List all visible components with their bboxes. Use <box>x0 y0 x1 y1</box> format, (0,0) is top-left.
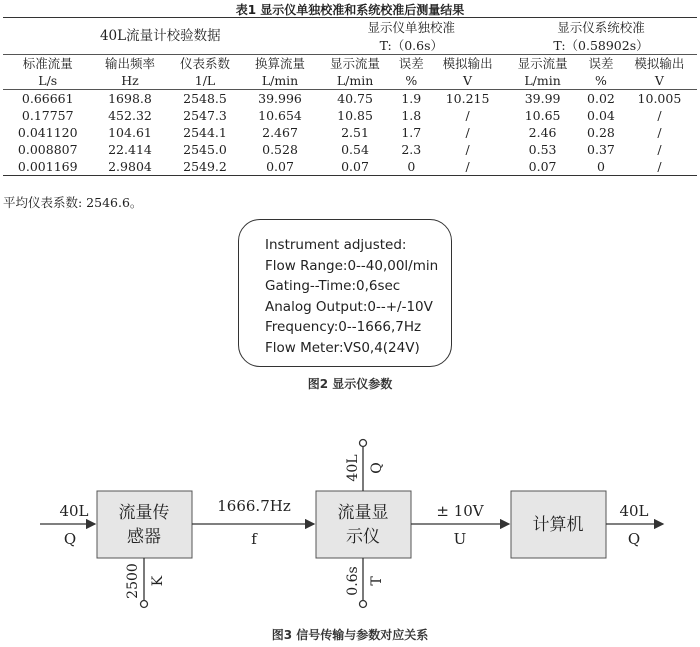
display-top-param-symbol: Q <box>369 462 385 474</box>
output-label-bottom: Q <box>627 530 641 548</box>
display-top-param-value: 40L <box>345 454 361 482</box>
table-cell: 0 <box>393 158 431 176</box>
table-cell: 39.996 <box>243 90 318 108</box>
table-cell: 2547.3 <box>183 108 227 123</box>
display-params-box <box>238 219 452 367</box>
table-cell: / <box>657 142 662 157</box>
column-header-row <box>3 55 697 73</box>
volt-label-top: ± 10V <box>436 502 484 520</box>
param-line: Analog Output:0--+/-10V <box>265 298 433 315</box>
param-line: Gating--Time:0,6sec <box>265 278 401 294</box>
table-cell: / <box>657 125 662 140</box>
computer-label: 计算机 <box>532 515 584 535</box>
table-cell: 1.8 <box>401 108 422 123</box>
unit-row <box>3 72 697 90</box>
table-cell: 10.65 <box>524 108 561 123</box>
table-cell: 2.3 <box>401 142 422 157</box>
unit-cell: V <box>654 73 664 88</box>
table-cell: / <box>657 108 662 123</box>
table-cell: 2.467 <box>262 125 298 140</box>
unit-cell: Hz <box>121 73 139 88</box>
table-row <box>3 124 697 141</box>
column-header-cell: 仪表系数 <box>168 55 243 73</box>
table-title: 表1 显示仪单独校准和系统校准后测量结果 <box>235 3 465 17</box>
table-cell: 104.61 <box>108 125 152 140</box>
column-header-cell: 显示流量 <box>505 55 580 73</box>
group-header-data: 40L流量计校验数据 <box>3 18 318 55</box>
column-header-cell: 输出频率 <box>92 55 167 73</box>
column-header-cell: 误差 <box>393 55 431 73</box>
input-label-top: 40L <box>59 502 89 520</box>
table-cell: 2549.2 <box>168 158 243 176</box>
table-row <box>3 107 697 124</box>
figure2-caption: 图2 显示仪参数 <box>307 377 393 391</box>
table-cell: 0.37 <box>587 142 615 157</box>
table-cell: / <box>430 158 505 176</box>
freq-label-bottom: f <box>251 530 257 548</box>
table-cell: 10.215 <box>430 90 505 108</box>
table-cell: 10.005 <box>622 90 697 108</box>
single-time-label: T:（0.6s） <box>379 38 443 53</box>
display-block <box>316 491 411 558</box>
table-cell: 2.51 <box>341 125 369 140</box>
unit-cell: % <box>405 73 418 88</box>
display-top-param-terminal <box>360 440 367 447</box>
param-line: Flow Range:0--40,00l/min <box>265 257 439 274</box>
table-cell: 10.85 <box>337 108 373 123</box>
table-cell: 2545.0 <box>183 142 227 157</box>
measurement-table <box>3 17 697 176</box>
unit-cell: % <box>595 73 607 88</box>
system-time-label: T:（0.58902s） <box>553 38 649 53</box>
table-cell: 0.54 <box>341 142 369 157</box>
sensor-param-value: 2500 <box>125 563 141 599</box>
param-line: Flow Meter:VS0,4(24V) <box>265 339 420 356</box>
table-cell: 0.02 <box>580 90 622 108</box>
group-header-system: 显示仪系统校准 <box>505 18 697 38</box>
table-cell: 0.008807 <box>17 142 78 157</box>
unit-cell: 1/L <box>194 73 216 88</box>
display-bottom-param-value: 0.6s <box>345 566 361 596</box>
table-cell: 0.66661 <box>3 90 92 108</box>
table-row <box>3 158 697 176</box>
table-row <box>3 141 697 158</box>
table-cell: 0.528 <box>262 142 298 157</box>
table-cell: 0.07 <box>318 158 393 176</box>
table-cell: 1.7 <box>401 125 422 140</box>
unit-cell: L/min <box>524 73 561 88</box>
unit-cell: L/min <box>261 73 299 88</box>
param-line: Instrument adjusted: <box>265 237 407 253</box>
input-label-bottom: Q <box>63 530 77 548</box>
table-cell: / <box>622 158 697 176</box>
column-header-cell: 标准流量 <box>3 55 92 73</box>
column-header-cell: 换算流量 <box>243 55 318 73</box>
sensor-label-line2: 感器 <box>127 527 161 547</box>
output-label-top: 40L <box>619 502 649 520</box>
sensor-param-symbol: K <box>150 575 166 587</box>
signal-flow-diagram <box>0 420 700 620</box>
column-header-cell: 模拟输出 <box>430 55 505 73</box>
column-header-cell: 误差 <box>580 55 622 73</box>
table-cell: / <box>465 108 470 123</box>
figure3-caption: 图3 信号传输与参数对应关系 <box>271 628 429 642</box>
table-cell: 0.041120 <box>17 125 78 140</box>
sensor-label-line1: 流量传 <box>118 503 170 523</box>
display-bottom-param-symbol: T <box>369 576 385 586</box>
sensor-block <box>97 491 192 558</box>
table-cell: 39.99 <box>505 90 580 108</box>
column-header-cell: 模拟输出 <box>622 55 697 73</box>
table-cell: 1698.8 <box>92 90 167 108</box>
table-cell: 2.9804 <box>92 158 167 176</box>
table-cell: 1.9 <box>393 90 431 108</box>
param-line: Frequency:0--1666,7Hz <box>265 319 422 335</box>
table-cell: 0.28 <box>587 125 615 140</box>
table-cell: 10.654 <box>258 108 302 123</box>
unit-cell: L/s <box>38 73 58 88</box>
display-bottom-param-terminal <box>360 601 367 608</box>
table-cell: 0 <box>580 158 622 176</box>
table-cell: / <box>465 125 470 140</box>
table-cell: 2544.1 <box>183 125 227 140</box>
table-cell: / <box>465 142 470 157</box>
average-coefficient-note: 平均仪表系数: 2546.6。 <box>3 195 143 210</box>
table-cell: 2.46 <box>528 125 557 140</box>
table-cell: 22.414 <box>108 142 152 157</box>
table-cell: 0.07 <box>505 158 580 176</box>
table-cell: 0.53 <box>528 142 557 157</box>
table-cell: 0.07 <box>243 158 318 176</box>
table-cell: 0.17757 <box>21 108 74 123</box>
table-cell: 0.001169 <box>3 158 92 176</box>
unit-cell: L/min <box>336 73 374 88</box>
display-label-line1: 流量显 <box>337 503 389 523</box>
table-row <box>3 90 697 108</box>
display-label-line2: 示仪 <box>346 527 380 547</box>
unit-cell: V <box>463 73 473 88</box>
table-cell: 40.75 <box>318 90 393 108</box>
sensor-param-terminal <box>141 601 148 608</box>
table-cell: 0.04 <box>587 108 615 123</box>
freq-label-top: 1666.7Hz <box>217 497 291 515</box>
table-cell: 452.32 <box>108 108 152 123</box>
group-header-single: 显示仪单独校准 <box>318 18 506 38</box>
group-header-row <box>3 18 697 38</box>
table-cell: 2548.5 <box>168 90 243 108</box>
column-header-cell: 显示流量 <box>318 55 393 73</box>
volt-label-bottom: U <box>453 530 467 548</box>
